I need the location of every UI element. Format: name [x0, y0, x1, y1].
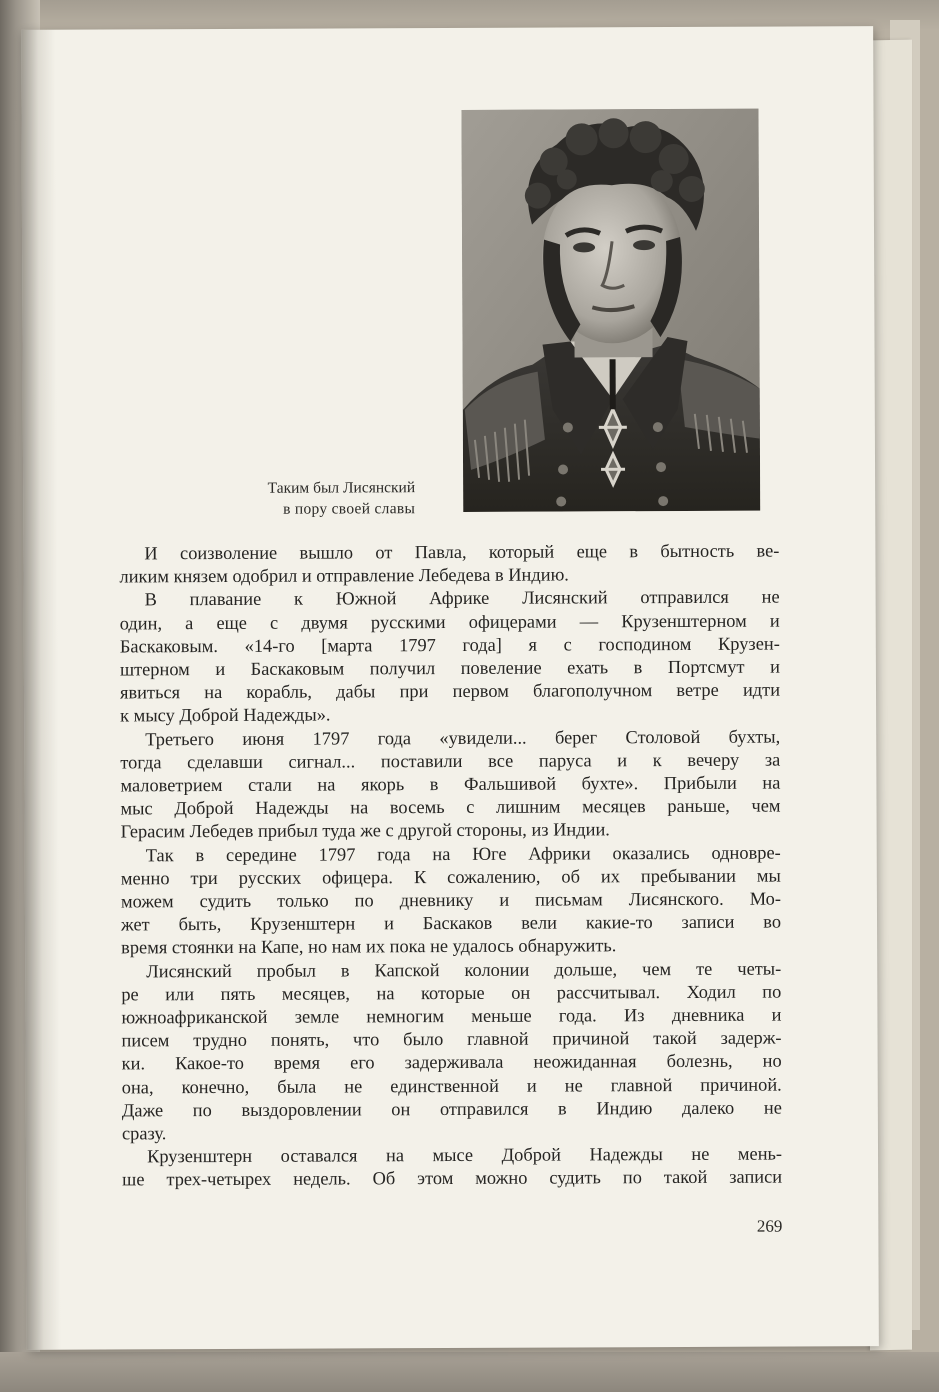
text-line: тогда сделавши сигнал... поставили все паруса и к вечеру за — [120, 749, 781, 773]
text-line: менно три русских офицера. К сожалению, об их пребывании мы — [120, 865, 781, 889]
text-line: Баскаковым. «14-го [марта 1797 года] я с господином Крузен- — [119, 633, 780, 657]
text-line: можем судить только по дневнику и письмам Лисянского. Мо- — [120, 888, 781, 912]
text-line: Герасим Лебедев прибыл туда же с другой стороны, из Индии. — [120, 819, 610, 842]
text-line: жет быть, Крузенштерн и Баскаков вели какие-то записи во — [120, 911, 782, 935]
caption-line-2: в пору своей славы — [283, 500, 416, 518]
paragraph — [119, 540, 779, 589]
paragraph — [121, 957, 782, 1146]
text-line: время стоянки на Капе, но нам их пока не удалось обнаружить. — [121, 935, 617, 958]
text-line: южноафриканской земле немногим меньше года. Из дневника и — [121, 1004, 782, 1028]
caption-line-1: Таким был Лисянский — [267, 479, 416, 497]
page-gutter-shadow — [21, 30, 61, 1350]
paragraph — [120, 725, 780, 844]
text-line: ше трех-четырех недель. Об этом можно судить по такой записи — [122, 1167, 783, 1190]
photo-background-bottom — [0, 1352, 939, 1392]
text-line: Так в середине 1797 года на Юге Африки оказались одновре- — [145, 842, 781, 865]
text-line: сразу. — [121, 1123, 167, 1144]
text-line: явиться на корабль, дабы при первом благополучном ветре идти — [119, 679, 781, 703]
portrait-caption — [153, 477, 415, 520]
portrait-illustration — [461, 109, 760, 512]
paragraph — [121, 841, 781, 960]
text-line: она, конечно, была не единственной и не главной причиной. — [121, 1074, 782, 1098]
text-line: ре или пять месяцев, на которые он рассчитывал. Ходил по — [121, 981, 782, 1005]
text-line: Третьего июня 1797 года «увидели... берег Столовой бухты, — [145, 726, 781, 749]
text-line: один, а еще с двумя русскими офицерами — Крузенштерном и — [119, 610, 780, 634]
text-line: ки. Какое-то время его задерживала неожиданная болезнь, но — [121, 1051, 782, 1074]
page-number: 269 — [756, 1216, 783, 1236]
text-line: штерном и Баскаковым получил повеление ехать в Портсмут и — [119, 656, 780, 680]
book-page — [21, 26, 879, 1350]
text-line: к мысу Доброй Надежды». — [120, 704, 331, 726]
body-text — [119, 540, 782, 1193]
text-line: писем трудно понять, что было главной причиной такой задерж- — [121, 1027, 782, 1051]
text-line: ликим князем одобрил и отправление Лебедева в Индию. — [119, 564, 569, 587]
text-line: Крузенштерн оставался на мысе Доброй Надежды не мень- — [146, 1143, 783, 1167]
text-line: И соизволение вышло от Павла, который еще в бытность ве- — [144, 540, 780, 564]
text-line: Даже по выздоровлении он отправился в Индию далеко не — [121, 1097, 782, 1121]
paragraph — [120, 586, 781, 728]
paragraph — [122, 1143, 782, 1192]
text-line: мыс Доброй Надежды на восемь с лишним месяцев раньше, чем — [120, 795, 781, 819]
text-line: маловетрием стали на якорь в Фальшивой бухте». Прибыли на — [120, 772, 781, 796]
text-line: Лисянский пробыл в Капской колонии дольше, чем те четы- — [146, 958, 782, 981]
text-line: В плавание к Южной Африке Лисянский отправился не — [144, 586, 780, 610]
